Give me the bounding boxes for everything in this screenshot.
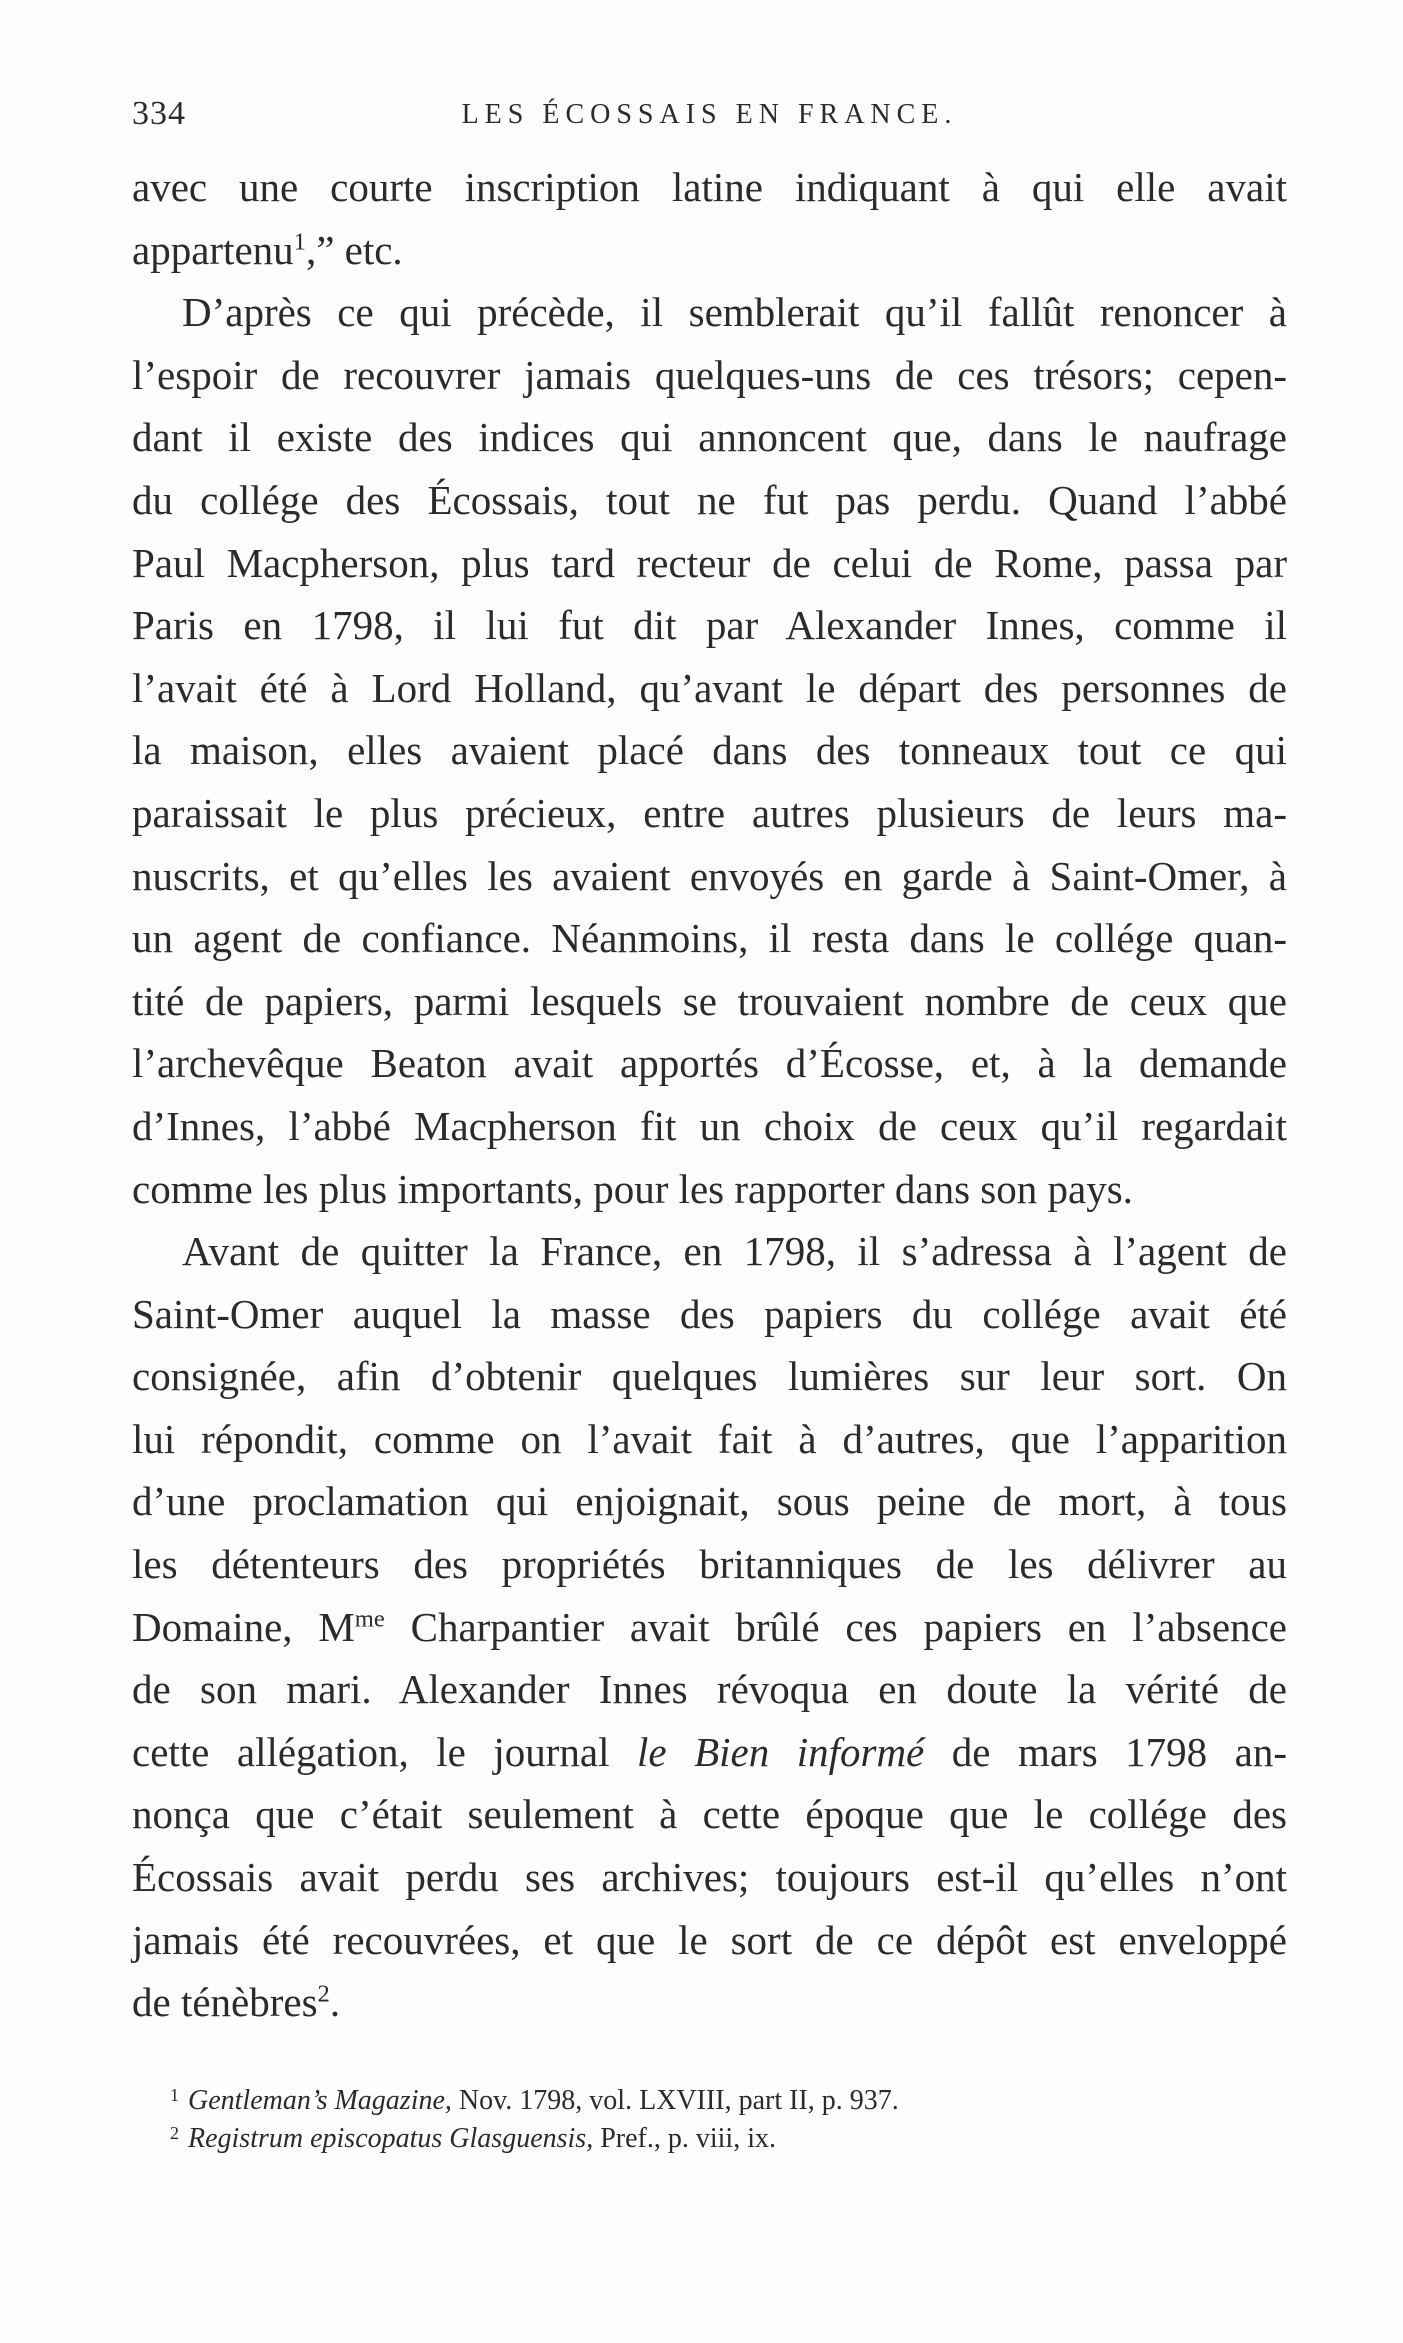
page-number: 334	[132, 95, 186, 132]
text-line: jamais été recouvrées, et que le sort de ce dépôt est enveloppé	[132, 1916, 1287, 1963]
text-line	[132, 1721, 1287, 1784]
text-line: Avant de quitter la France, en 1798, il s’adressa à l’agent de	[182, 1228, 1287, 1275]
text-line: les détenteurs des propriétés britanniques de les délivrer au	[132, 1541, 1287, 1588]
running-head	[132, 95, 1287, 135]
text-line	[132, 219, 1287, 282]
text-line: l’avait été à Lord Holland, qu’avant le départ des personnes de	[132, 664, 1287, 711]
text-line: lui répondit, comme on l’avait fait à d’autres, que l’apparition	[132, 1415, 1287, 1462]
text-line: de son mari. Alexander Innes révoqua en doute la vérité de	[132, 1666, 1287, 1713]
text-fragment: Charpantier avait brûlé ces papiers en l’absence	[384, 1603, 1287, 1650]
body-text	[132, 156, 1287, 2034]
text-line: l’archevêque Beaton avait apportés d’Écosse, et, à la demande	[132, 1040, 1287, 1087]
text-line: nonça que c’était seulement à cette époque que le collége des	[132, 1791, 1287, 1838]
text-fragment: appartenu	[132, 226, 294, 273]
text-line: la maison, elles avaient placé dans des tonneaux tout ce qui	[132, 727, 1287, 774]
footnotes	[132, 2082, 1287, 2158]
text-line: d’une proclamation qui enjoignait, sous peine de mort, à tous	[132, 1478, 1287, 1525]
text-line	[132, 1596, 1287, 1659]
text-fragment: ,” etc.	[305, 226, 403, 273]
superscript: me	[354, 1605, 385, 1632]
text-line: un agent de confiance. Néanmoins, il resta dans le collége quan-	[132, 915, 1287, 962]
text-line: l’espoir de recouvrer jamais quelques-uns de ces trésors; cepen-	[132, 351, 1287, 398]
text-line: Paris en 1798, il lui fut dit par Alexander Innes, comme il	[132, 602, 1287, 649]
footnote-source: Registrum episcopatus Glasguensis,	[188, 2123, 594, 2154]
text-fragment: cette allégation, le journal	[132, 1728, 637, 1775]
footnote-text: Nov. 1798, vol. LXVIII, part II, p. 937.	[451, 2085, 899, 2116]
text-fragment: de ténèbres	[132, 1979, 318, 2026]
footnote	[132, 2082, 1287, 2120]
text-fragment: .	[329, 1979, 341, 2026]
text-line: comme les plus importants, pour les rapporter dans son pays.	[132, 1165, 1133, 1212]
text-line: nuscrits, et qu’elles les avaient envoyés en garde à Saint-Omer, à	[132, 852, 1287, 899]
running-title: LES ÉCOSSAIS EN FRANCE.	[461, 99, 958, 130]
text-line: du collége des Écossais, tout ne fut pas perdu. Quand l’abbé	[132, 476, 1287, 523]
footnote-text: Pref., p. viii, ix.	[593, 2123, 776, 2154]
footnote-mark: 1	[170, 2085, 179, 2105]
text-line: Écossais avait perdu ses archives; toujours est-il qu’elles n’ont	[132, 1854, 1287, 1901]
footnote-source: Gentleman’s Magazine,	[188, 2085, 452, 2116]
text-line: consignée, afin d’obtenir quelques lumières sur leur sort. On	[132, 1353, 1287, 1400]
text-line: paraissait le plus précieux, entre autres plusieurs de leurs ma-	[132, 789, 1287, 836]
footnote-mark: 2	[170, 2123, 179, 2143]
text-line: Saint-Omer auquel la masse des papiers du collége avait été	[132, 1290, 1287, 1337]
text-line: tité de papiers, parmi lesquels se trouvaient nombre de ceux que	[132, 977, 1287, 1024]
footnote	[132, 2120, 1287, 2158]
text-fragment: de mars 1798 an-	[924, 1728, 1287, 1775]
text-line: Paul Macpherson, plus tard recteur de celui de Rome, passa par	[132, 539, 1287, 586]
text-line: D’après ce qui précède, il semblerait qu’il fallût renoncer à	[182, 289, 1287, 336]
footnote-ref: 1	[293, 227, 306, 255]
text-fragment: Domaine, M	[132, 1603, 355, 1650]
footnote-ref: 2	[317, 1980, 330, 2008]
text-line: avec une courte inscription latine indiquant à qui elle avait	[132, 164, 1287, 210]
text-line: d’Innes, l’abbé Macpherson fit un choix de ceux qu’il regardait	[132, 1102, 1287, 1149]
text-line	[132, 1971, 1287, 2034]
journal-title: le Bien informé	[637, 1728, 925, 1775]
text-line: dant il existe des indices qui annoncent que, dans le naufrage	[132, 414, 1287, 461]
